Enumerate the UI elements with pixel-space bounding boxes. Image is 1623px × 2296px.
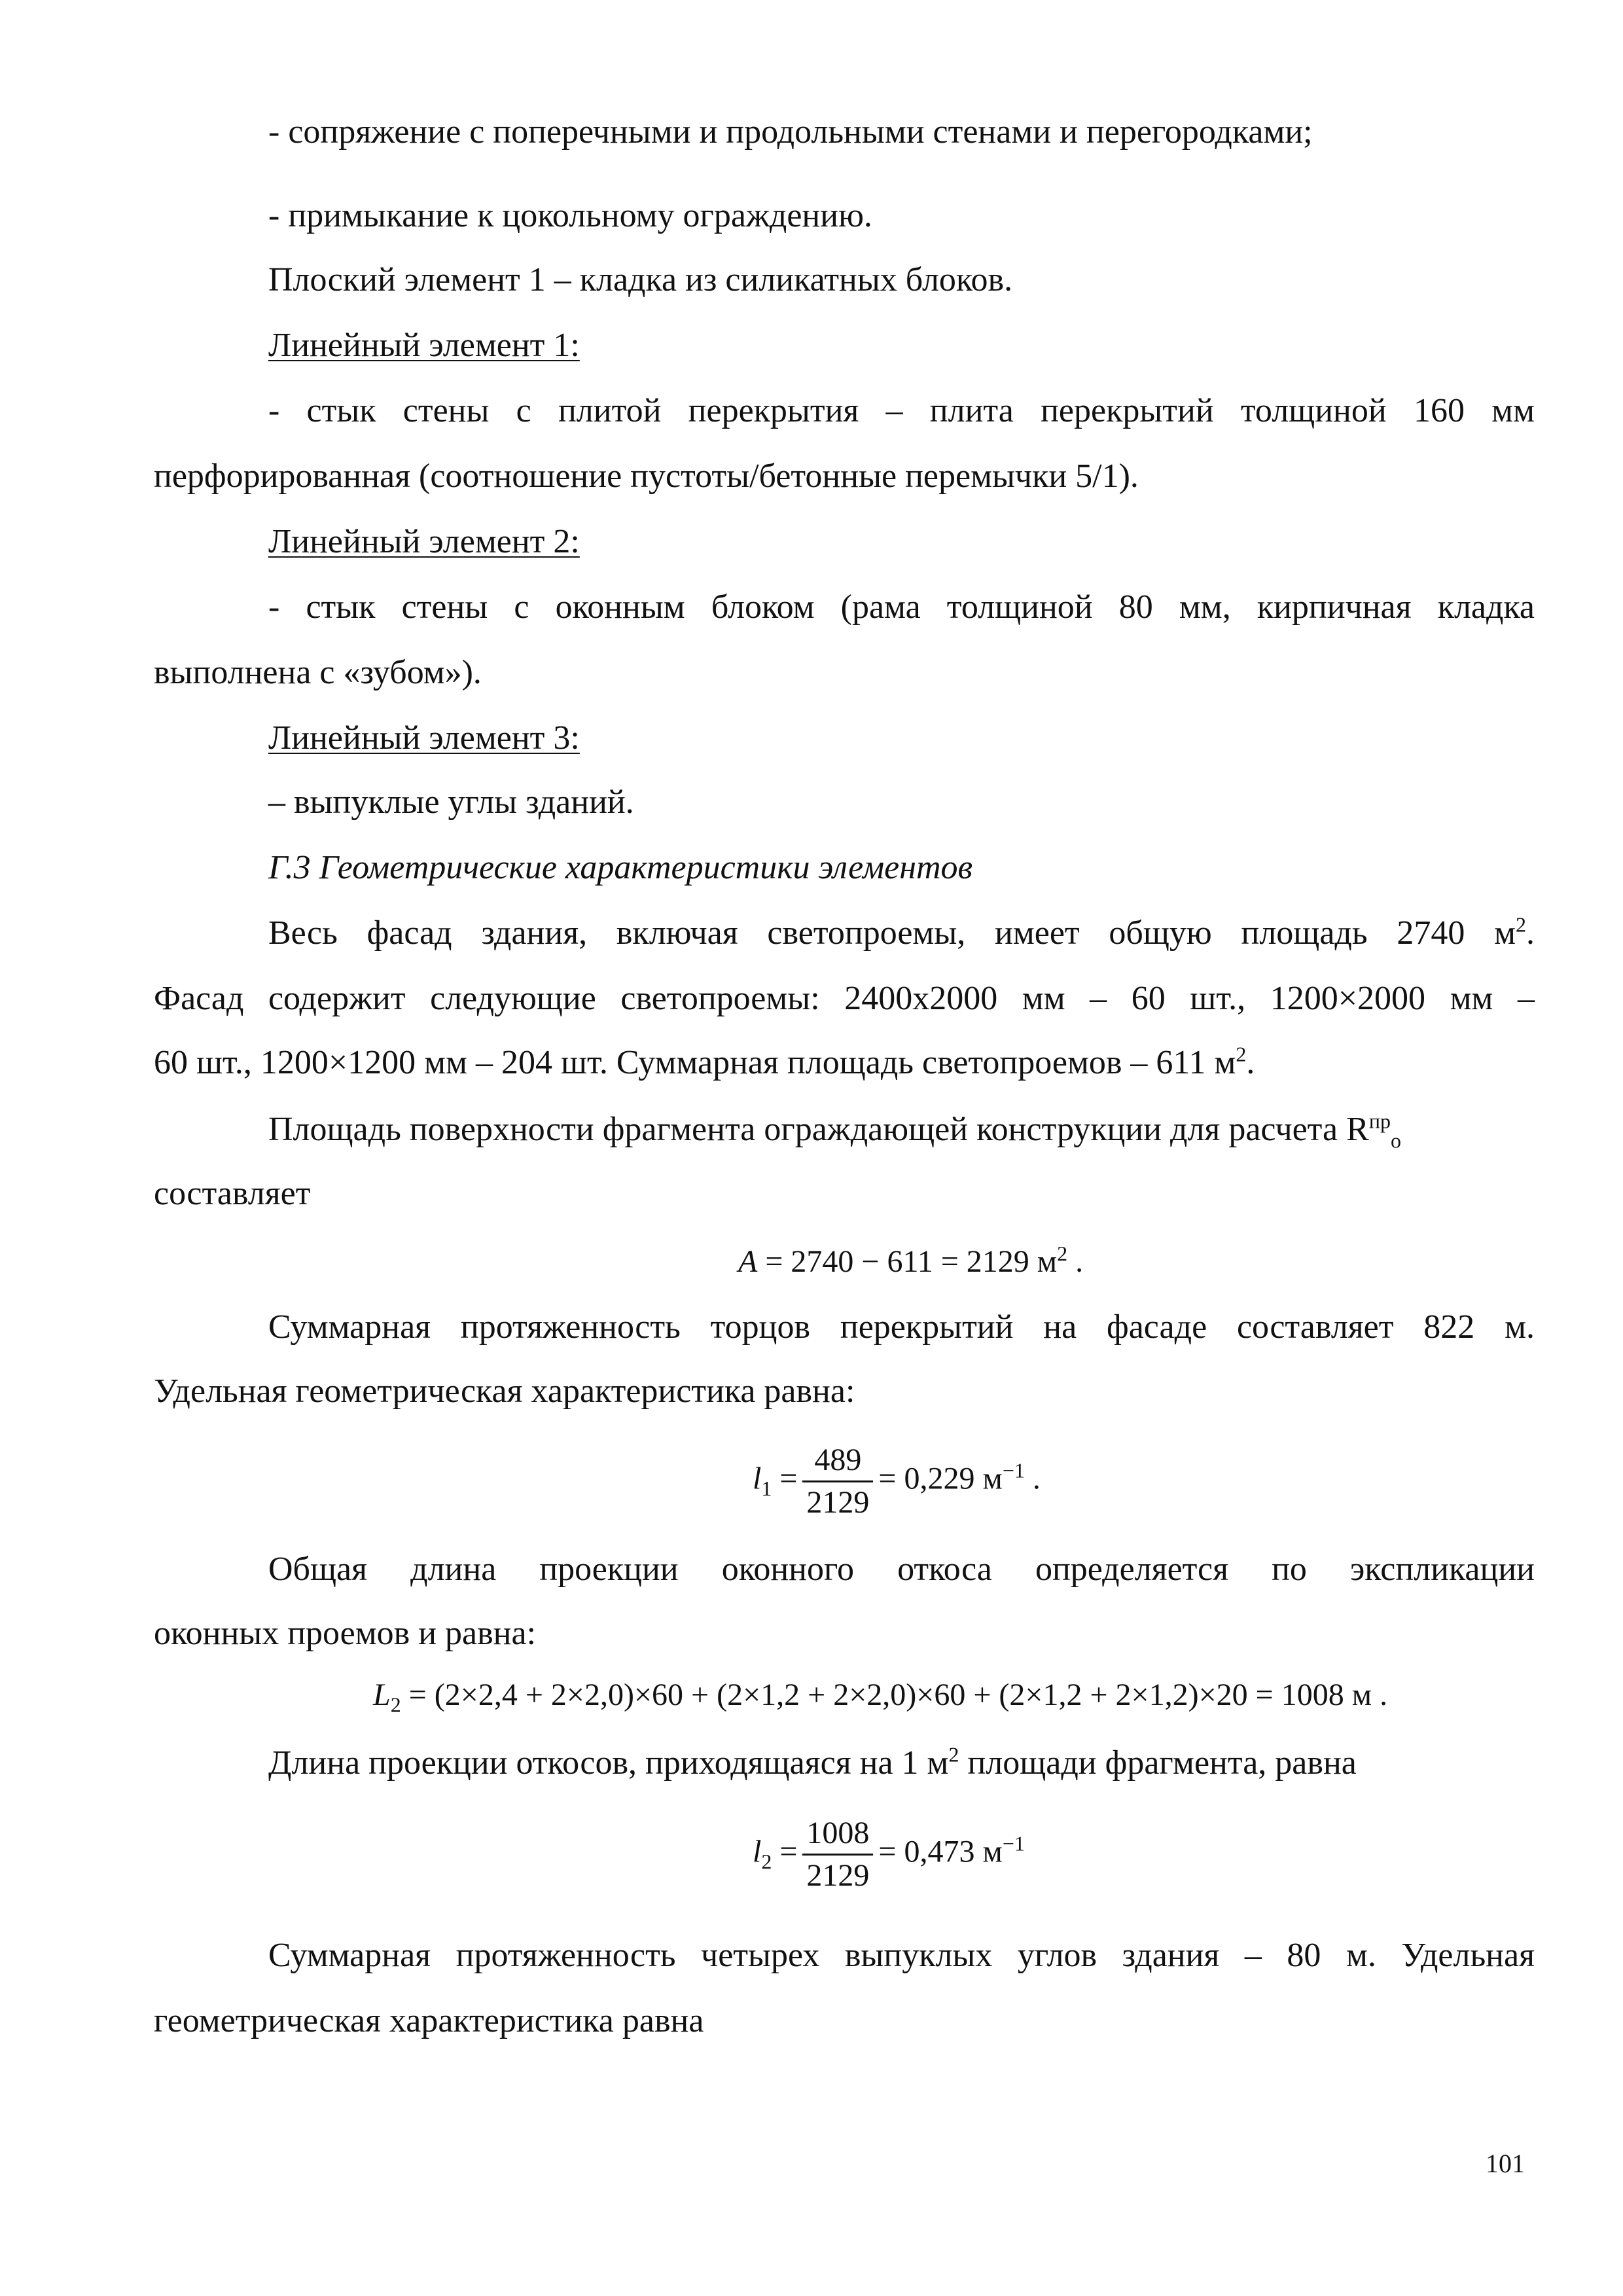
- formula-eq: =: [772, 1834, 798, 1869]
- formula-end: .: [1024, 1461, 1041, 1496]
- linear-element-3-line-a: [268, 783, 1535, 822]
- text: - примыкание к цокольному ограждению.: [268, 197, 872, 234]
- formula-l1: [753, 1440, 1041, 1523]
- paragraph-5-line-a: [268, 1744, 1535, 1783]
- linear-element-2-line-b: [154, 653, 1535, 692]
- formula-body: = 2740 − 611 = 2129 м: [757, 1244, 1058, 1279]
- paragraph-1-line-a: [268, 914, 1535, 953]
- linear-element-2-heading: [268, 522, 1535, 562]
- subscript: 2: [761, 1850, 772, 1874]
- text: Суммарная протяженность четырех выпуклых углов здания – 80 м. Удельная: [268, 1937, 1535, 1974]
- text: Удельная геометрическая характеристика равна:: [154, 1372, 855, 1410]
- paragraph-1-line-b: [154, 979, 1535, 1018]
- section-title: [268, 848, 1535, 888]
- page-number: 101: [1486, 2149, 1525, 2178]
- text-part: Площадь поверхности фрагмента ограждающей конструкции для расчета R: [268, 1111, 1369, 1148]
- fraction: [802, 1440, 873, 1523]
- text: составляет: [154, 1175, 311, 1212]
- formula-var: l: [753, 1461, 762, 1496]
- linear-element-1-heading: [268, 326, 1535, 365]
- paragraph-3-line-b: [154, 1372, 1535, 1411]
- text: - стык стены с оконным блоком (рама толщиной 80 мм, кирпичная кладка: [268, 588, 1535, 626]
- fraction: [802, 1813, 873, 1896]
- superscript: пр: [1368, 1109, 1391, 1133]
- text-part: площади фрагмента, равна: [959, 1744, 1357, 1782]
- text: выполнена с «зубом»).: [154, 654, 482, 691]
- section-title-text: Г.3 Геометрические характеристики элементов: [268, 849, 973, 886]
- text-part: Весь фасад здания, включая светопроемы, имеет общую площадь 2740 м: [268, 914, 1516, 952]
- paragraph-2-line-b: [154, 1174, 1535, 1213]
- formula-end: .: [1067, 1244, 1084, 1279]
- text: Суммарная протяженность торцов перекрытий на фасаде составляет 822 м.: [268, 1308, 1535, 1346]
- superscript: −1: [1002, 1458, 1025, 1482]
- linear-element-1-line-b: [154, 457, 1535, 496]
- text-part: 60 шт., 1200×1200 мм – 204 шт. Суммарная площадь светопроемов – 611 м: [154, 1044, 1236, 1081]
- text: Плоский элемент 1 – кладка из силикатных блоков.: [268, 261, 1013, 298]
- paragraph-2-line-a: [268, 1109, 1535, 1153]
- formula-body: = (2×2,4 + 2×2,0)×60 + (2×1,2 + 2×2,0)×60 + (2×1,2 + 2×1,2)×20 = 1008 м .: [401, 1677, 1388, 1712]
- paragraph-4-line-a: [268, 1550, 1535, 1589]
- text: - сопряжение с поперечными и продольными стенами и перегородками;: [268, 113, 1313, 151]
- text: геометрическая характеристика равна: [154, 2002, 704, 2039]
- heading-text: Линейный элемент 1:: [268, 327, 580, 364]
- text: Фасад содержит следующие светопроемы: 2400х2000 мм – 60 шт., 1200×2000 мм –: [154, 980, 1535, 1017]
- text: оконных проемов и равна:: [154, 1615, 537, 1652]
- text: - стык стены с плитой перекрытия – плита перекрытий толщиной 160 мм: [268, 392, 1535, 429]
- denominator: 2129: [806, 1485, 870, 1520]
- bullet-line-walls: [268, 113, 1535, 152]
- linear-element-2-line-a: [268, 588, 1535, 627]
- formula-l2: [753, 1813, 1025, 1896]
- superscript: 2: [948, 1742, 959, 1767]
- formula-L2: [373, 1677, 1388, 1717]
- subscript: о: [1390, 1128, 1401, 1153]
- linear-element-1-line-a: [268, 391, 1535, 431]
- denominator: 2129: [806, 1858, 870, 1893]
- superscript: 2: [1236, 1042, 1247, 1066]
- subscript: 2: [390, 1693, 401, 1717]
- heading-text: Линейный элемент 2:: [268, 523, 580, 560]
- superscript: −1: [1002, 1831, 1025, 1856]
- paragraph-1-line-c: [154, 1043, 1535, 1083]
- subscript: 1: [761, 1477, 772, 1501]
- formula-eq: =: [772, 1461, 798, 1496]
- superscript: 2: [1057, 1242, 1068, 1265]
- text-part: .: [1246, 1044, 1255, 1081]
- formula-var: A: [738, 1244, 758, 1279]
- paragraph-6-line-b: [154, 2001, 1535, 2041]
- text-part: Длина проекции откосов, приходящаяся на 1 м: [268, 1744, 949, 1782]
- text: [268, 914, 1535, 952]
- linear-element-3-heading: [268, 719, 1535, 758]
- superscript: 2: [1516, 912, 1526, 937]
- formula-rhs: = 0,473 м: [878, 1834, 1003, 1869]
- text: Общая длина проекции оконного откоса определяется по экспликации: [268, 1551, 1535, 1588]
- formula-var: l: [753, 1834, 762, 1869]
- text: перфорированная (соотношение пустоты/бетонные перемычки 5/1).: [154, 457, 1139, 495]
- formula-rhs: = 0,229 м: [878, 1461, 1003, 1496]
- bullet-line-plinth: [268, 196, 1535, 236]
- flat-element-line: [268, 260, 1535, 300]
- paragraph-3-line-a: [268, 1308, 1535, 1347]
- paragraph-6-line-a: [268, 1936, 1535, 1975]
- text: – выпуклые углы зданий.: [268, 783, 634, 821]
- paragraph-4-line-b: [154, 1614, 1535, 1653]
- formula-var: L: [373, 1677, 391, 1712]
- formula-area: [738, 1244, 1083, 1280]
- text-part: .: [1526, 914, 1535, 952]
- heading-text: Линейный элемент 3:: [268, 719, 580, 757]
- numerator: 489: [802, 1440, 873, 1482]
- numerator: 1008: [802, 1813, 873, 1856]
